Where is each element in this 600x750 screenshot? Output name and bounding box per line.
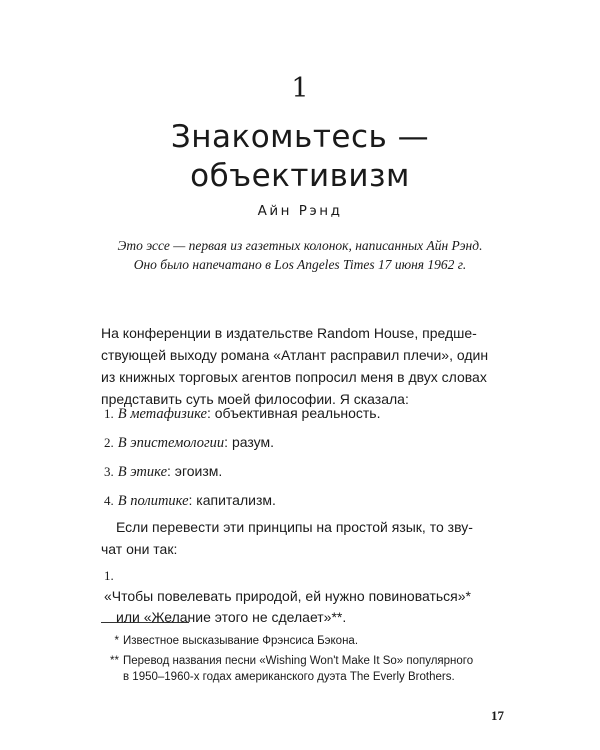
list-number: 1. xyxy=(104,406,114,421)
list-item xyxy=(104,431,504,454)
chapter-title-line: Знакомьтесь — xyxy=(170,119,430,155)
footnote xyxy=(101,633,511,649)
list-term: В эпистемологии xyxy=(117,435,225,451)
text-line: из книжных торговых агентов попросил меня в двух словах xyxy=(101,369,487,385)
epigraph-line: Это эссе — первая из газетных колонок, написанных Айн Рэнд. xyxy=(117,238,483,253)
list-item xyxy=(104,402,504,425)
footnote-text: Перевод названия песни «Wishing Won't Make It So» популярного xyxy=(123,655,474,667)
list-term: В политике xyxy=(117,493,189,509)
chapter-title-line: объективизм xyxy=(190,158,410,194)
list-number: 2. xyxy=(104,435,114,450)
paragraph xyxy=(101,322,501,410)
list-term: В метафизике xyxy=(117,406,207,422)
text-line: представить суть моей философии. Я сказала: xyxy=(101,391,409,407)
text-line: Если перевести эти принципы на простой язык, то зву- xyxy=(116,519,473,535)
chapter-number: 1 xyxy=(291,73,309,104)
list-text: : капитализм. xyxy=(188,492,276,508)
footnote-divider xyxy=(101,622,189,623)
paragraph xyxy=(101,516,501,560)
list-text: «Чтобы повелевать природой, ей нужно повиноваться»* xyxy=(104,588,471,604)
list-term: В этике xyxy=(117,464,168,480)
list-number: 1. xyxy=(104,568,114,583)
footnote-mark: * xyxy=(114,635,119,647)
text-line: чат они так: xyxy=(101,541,178,557)
list-number: 4. xyxy=(104,493,114,508)
list-text: : разум. xyxy=(224,434,274,450)
chapter-title xyxy=(0,118,600,196)
chapter-author: Айн Рэнд xyxy=(257,203,343,219)
epigraph-line: Оно было напечатано в Los Angeles Times 17 июня 1962 г. xyxy=(133,257,467,272)
footnote-text: в 1950–1960-х годах американского дуэта The Everly Brothers. xyxy=(123,671,455,683)
list-text: : эгоизм. xyxy=(167,463,223,479)
list-line: или «Желание этого не сделает»**. xyxy=(116,609,347,625)
list-item xyxy=(104,489,504,512)
footnote-text: Известное высказывание Фрэнсиса Бэкона. xyxy=(123,635,359,647)
list-item xyxy=(104,460,504,483)
text-line: ствующей выходу романа «Атлант расправил плечи», один xyxy=(101,347,489,363)
list-text: : объективная реальность. xyxy=(206,405,381,421)
footnote xyxy=(101,653,511,685)
page-number: 17 xyxy=(491,708,504,723)
list-line xyxy=(104,565,504,607)
epigraph xyxy=(80,236,520,274)
footnote-mark: ** xyxy=(110,655,119,667)
text-line: На конференции в издательстве Random House, предше- xyxy=(101,325,477,341)
list-number: 3. xyxy=(104,464,114,479)
list-item xyxy=(104,565,504,628)
